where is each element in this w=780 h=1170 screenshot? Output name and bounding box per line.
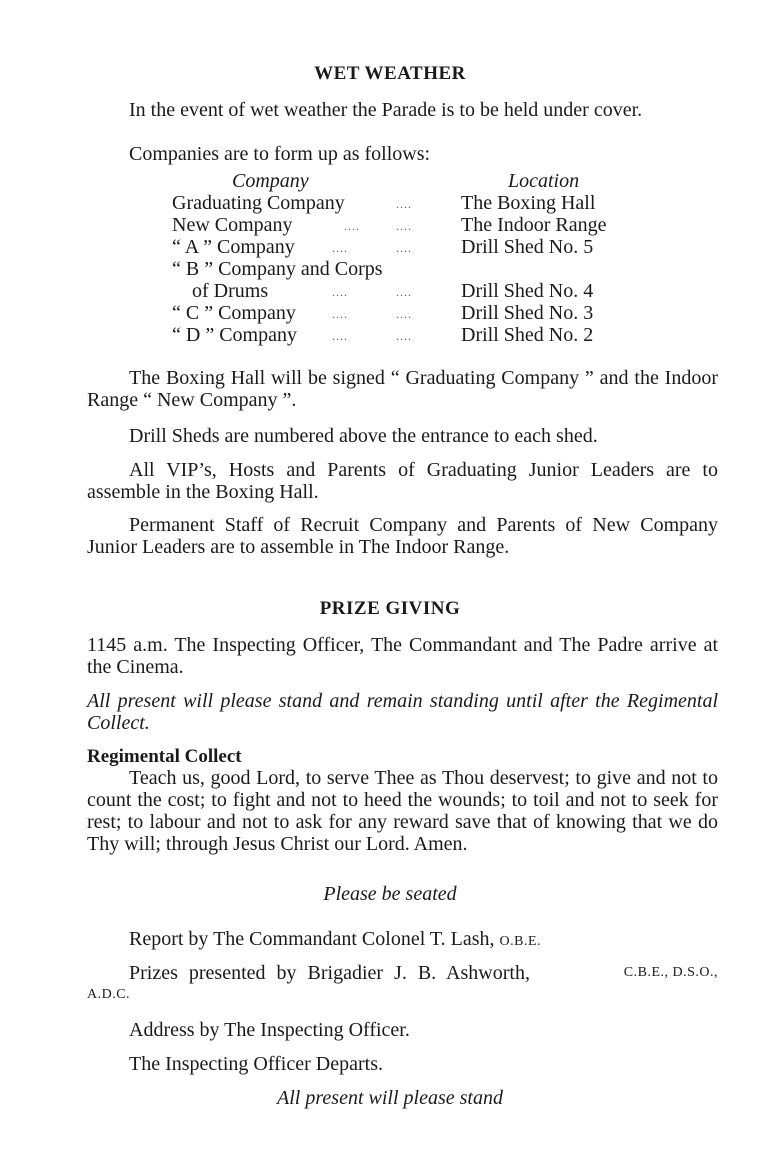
prizes-text: Prizes presented by Brigadier J. B. Ashworth, xyxy=(129,962,530,984)
table-row-location: Drill Shed No. 4 xyxy=(461,280,594,302)
table-row-company: “ D ” Company xyxy=(172,324,297,346)
table-row-location: Drill Shed No. 5 xyxy=(461,236,594,258)
stand-instruction: All present will please stand and remain standing until after the Regimental Collect. xyxy=(87,690,718,734)
vip-note: All VIP’s, Hosts and Parents of Graduating Junior Leaders are to assemble in the Boxing Hall. xyxy=(87,459,718,503)
wet-weather-heading: WET WEATHER xyxy=(314,63,466,84)
table-row-company: “ B ” Company and Corps xyxy=(172,258,383,280)
leader-dots: .... xyxy=(396,285,412,299)
table-row-location: The Indoor Range xyxy=(461,214,607,236)
collect-title: Regimental Collect xyxy=(87,746,242,767)
table-row-location: Drill Shed No. 3 xyxy=(461,302,594,324)
report-text: Report by The Commandant Colonel T. Lash, xyxy=(129,928,495,950)
wet-weather-intro: In the event of wet weather the Parade is to be held under cover. xyxy=(129,99,643,121)
leader-dots: .... xyxy=(396,241,412,255)
leader-dots: .... xyxy=(332,241,348,255)
form-up-text: Companies are to form up as follows: xyxy=(129,143,431,165)
seated-instruction: Please be seated xyxy=(323,883,457,905)
leader-dots: .... xyxy=(332,307,348,321)
prizes-honours-continued: A.D.C. xyxy=(87,987,131,1002)
boxing-hall-note: The Boxing Hall will be signed “ Graduating Company ” and the Indoor Range “ New Company ”. xyxy=(87,367,718,411)
prizes-line xyxy=(129,962,718,985)
prizes-honours: C.B.E., D.S.O., xyxy=(623,965,718,980)
report-line xyxy=(129,928,541,951)
drill-sheds-note: Drill Sheds are numbered above the entrance to each shed. xyxy=(129,425,598,447)
table-row-company: Graduating Company xyxy=(172,192,345,214)
arrival-text: 1145 a.m. The Inspecting Officer, The Commandant and The Padre arrive at the Cinema. xyxy=(87,634,718,678)
departs-line: The Inspecting Officer Departs. xyxy=(129,1053,383,1075)
table-row-location: The Boxing Hall xyxy=(461,192,596,214)
leader-dots: .... xyxy=(344,219,360,233)
col-header-company: Company xyxy=(232,170,309,192)
report-honours: O.B.E. xyxy=(499,934,542,949)
leader-dots: .... xyxy=(396,329,412,343)
leader-dots: .... xyxy=(332,329,348,343)
leader-dots: .... xyxy=(396,219,412,233)
table-row-location: Drill Shed No. 2 xyxy=(461,324,594,346)
prize-giving-heading: PRIZE GIVING xyxy=(319,598,461,619)
staff-note: Permanent Staff of Recruit Company and Parents of New Company Junior Leaders are to assemble in The Indoor Range. xyxy=(87,514,718,558)
leader-dots: .... xyxy=(396,307,412,321)
table-row-company: New Company xyxy=(172,214,293,236)
table-row-company: “ C ” Company xyxy=(172,302,296,324)
leader-dots: .... xyxy=(332,285,348,299)
table-row-company: of Drums xyxy=(192,280,269,302)
collect-text: Teach us, good Lord, to serve Thee as Thou deservest; to give and not to count the cost; to fight and not to heed the wounds; to toil and not to seek for rest; to labour and not to ask for any reward save that of knowing that we do Thy will; through Jesus Christ our Lord. Amen. xyxy=(87,767,718,855)
col-header-location: Location xyxy=(508,170,580,192)
leader-dots: .... xyxy=(396,197,412,211)
address-line: Address by The Inspecting Officer. xyxy=(129,1019,410,1041)
stand-final-instruction: All present will please stand xyxy=(277,1087,503,1109)
table-row-company: “ A ” Company xyxy=(172,236,295,258)
